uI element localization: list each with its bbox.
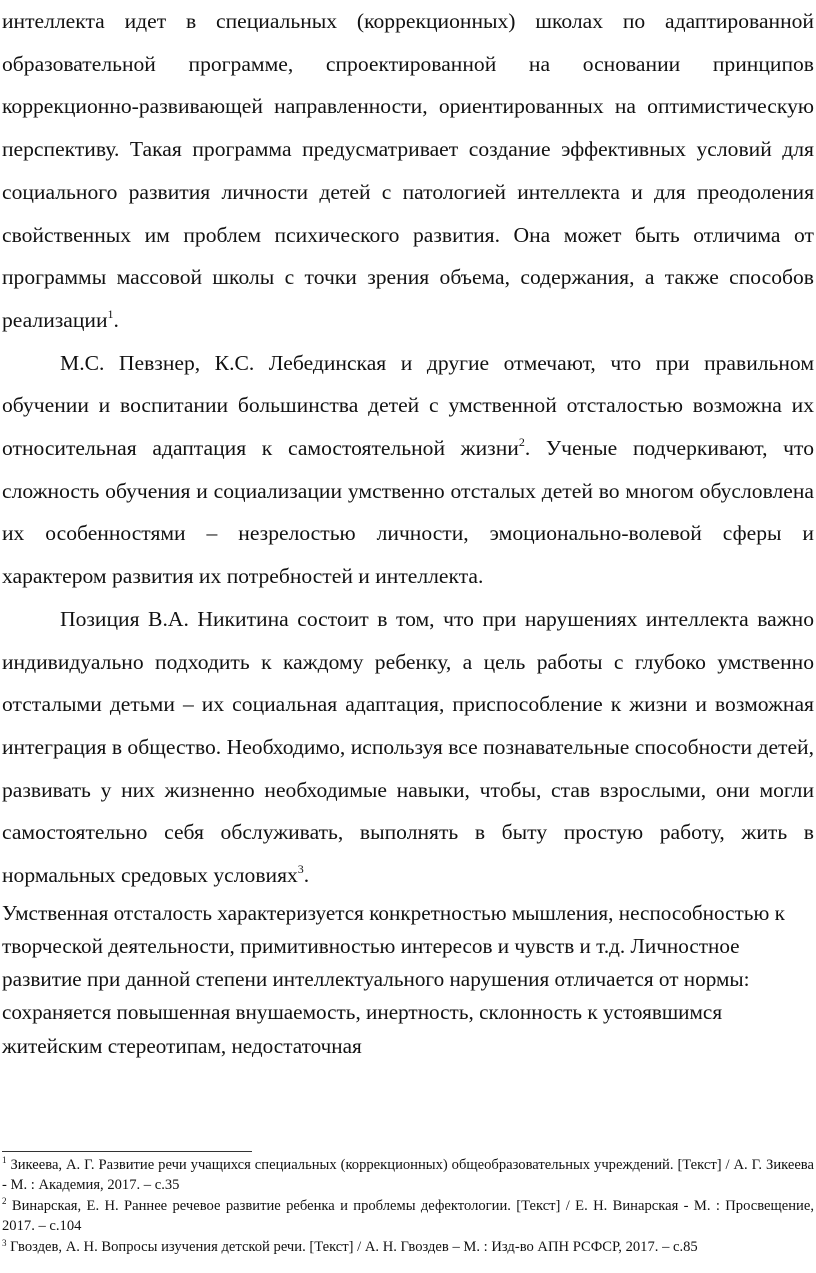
footnote-3 (2, 1238, 814, 1258)
footnote-divider (2, 1151, 252, 1152)
footnotes (2, 1156, 814, 1260)
footnote-text: Гвоздев, А. Н. Вопросы изучения детской речи. [Текст] / А. Н. Гвоздев – М. : Изд-во АПН РСФСР, 2017. – с.85 (10, 1239, 698, 1256)
paragraph-4-text: Умственная отсталость характеризуется конкретностью мышления, неспособностью к творческой деятельности, примитивностью интересов и чувств и т.д. Личностное развитие при данной степени интеллектуального нарушения отличается от нормы: сохраняется повышенная внушаемость, инертность, склонность к устоявшимся житейским стереотипам, недостаточная (2, 900, 785, 1058)
paragraph-3 (2, 598, 814, 897)
paragraph-2-text-b: . Ученые подчеркивают, что сложность обучения и социализации умственно отсталых детей во многом обусловлена их особенностями – незрелостью личности, эмоционально-волевой сферы и характером развития их потребностей и интеллекта. (2, 436, 814, 589)
paragraph-1-text: интеллекта идет в специальных (коррекционных) школах по адаптированной образовательной программе, спроектированной на основании принципов коррекционно-развивающей направленности, ориентированных на оптимистическую перспективу. Такая программа предусматривает создание эффективных условий для социального развития личности детей с патологией интеллекта и для преодоления свойственных им проблем психического развития. Она может быть отличима от программы массовой школы с точки зрения объема, содержания, а также способов реализации (2, 9, 814, 332)
footnote-1 (2, 1156, 814, 1195)
paragraph-3-text-a: Позиция В.А. Никитина состоит в том, что при нарушениях интеллекта важно индивидуально подходить к каждому ребенку, а цель работы с глубоко умственно отсталыми детьми – их социальная адаптация, приспособление к жизни и возможная интеграция в общество. Необходимо, используя все познавательные способности детей, развивать у них жизненно необходимые навыки, чтобы, став взрослыми, они могли самостоятельно себя обслуживать, выполнять в быту простую работу, жить в нормальных средовых условиях (2, 606, 815, 888)
paragraph-1 (2, 0, 814, 342)
paragraph-1-tail: . (113, 307, 119, 332)
footnote-2 (2, 1197, 814, 1236)
paragraph-3-text-b: . (303, 863, 310, 888)
footnote-text: Зикеева, А. Г. Развитие речи учащихся специальных (коррекционных) общеобразовательных учреждений. [Текст] / А. Г. Зикеева - М. : Академия, 2017. – с.35 (2, 1157, 814, 1193)
paragraph-2-text-a: М.С. Певзнер, К.С. Лебединская и другие отмечают, что при правильном обучении и воспитании большинства детей с умственной отсталостью возможна их относительная адаптация к самостоятельной жизни (2, 350, 814, 461)
paragraph-4 (2, 897, 814, 1063)
footnote-text: Винарская, Е. Н. Раннее речевое развитие ребенка и проблемы дефектологии. [Текст] / Е. Н. Винарская - М. : Просвещение, 2017. – с.104 (2, 1198, 814, 1234)
body-text (2, 0, 814, 1063)
paragraph-2 (2, 342, 814, 598)
footnote-number: 3 (2, 1237, 7, 1248)
footnote-number: 1 (2, 1155, 7, 1166)
footnote-ref-3: 3 (297, 861, 304, 876)
footnote-ref-2: 2 (518, 434, 525, 449)
footnote-ref-1: 1 (107, 306, 114, 321)
footnote-number: 2 (2, 1196, 7, 1207)
